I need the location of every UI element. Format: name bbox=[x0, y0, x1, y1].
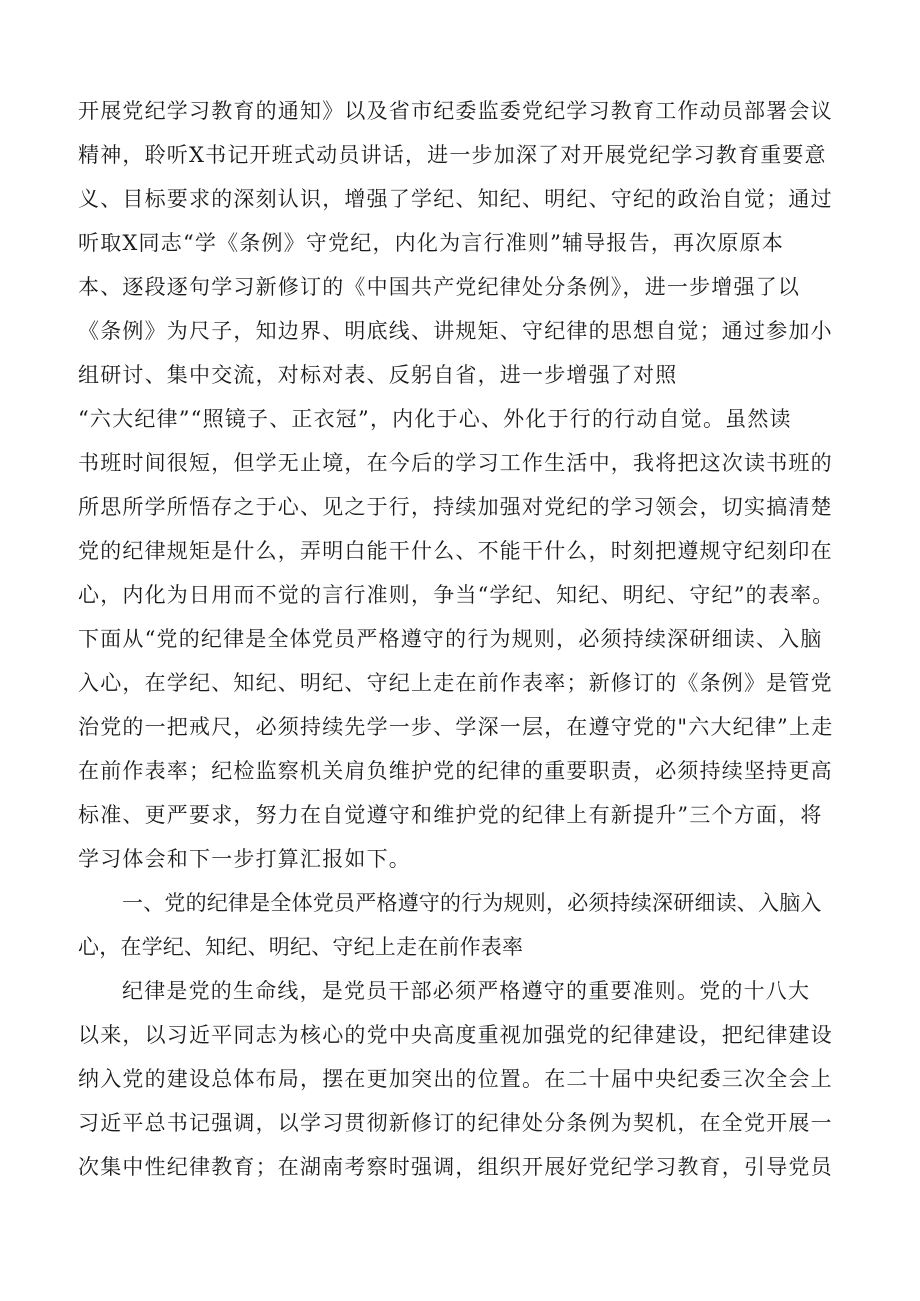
body-text-line: 习近平总书记强调，以学习贯彻新修订的纪律处分条例为契机，在全党开展一 bbox=[78, 1111, 833, 1135]
body-text-line: 义、目标要求的深刻认识，增强了学纪、知纪、明纪、守纪的政治自觉；通过 bbox=[78, 187, 833, 211]
body-text-line: 开展党纪学习教育的通知》以及省市纪委监委党纪学习教育工作动员部署会议 bbox=[78, 99, 833, 123]
body-text-line: 本、逐段逐句学习新修订的《中国共产党纪律处分条例》，进一步增强了以 bbox=[78, 275, 801, 299]
body-text-line: 党的纪律规矩是什么，弄明白能干什么、不能干什么，时刻把遵规守纪刻印在 bbox=[78, 539, 833, 563]
body-text-line: “六大纪律”“照镜子、正衣冠”，内化于心、外化于行的行动自觉。虽然读 bbox=[78, 407, 792, 431]
paragraph-first-line: 纪律是党的生命线，是党员干部必须严格遵守的重要准则。党的十八大 bbox=[122, 979, 811, 1003]
body-text-line: 在前作表率；纪检监察机关肩负维护党的纪律的重要职责，必须持续坚持更高 bbox=[78, 759, 833, 783]
body-text-line: 治党的一把戒尺，必须持续先学一步、学深一层，在遵守党的"六大纪律”上走 bbox=[78, 715, 834, 739]
body-text-line: 以来，以习近平同志为核心的党中央高度重视加强党的纪律建设，把纪律建设 bbox=[78, 1023, 833, 1047]
body-text-line: 下面从“党的纪律是全体党员严格遵守的行为规则，必须持续深研细读、入脑 bbox=[78, 627, 823, 651]
body-text-line: 入心，在学纪、知纪、明纪、守纪上走在前作表率；新修订的《条例》是管党 bbox=[78, 671, 833, 695]
body-text-line: 纳入党的建设总体布局，摆在更加突出的位置。在二十届中央纪委三次全会上 bbox=[78, 1067, 833, 1091]
section-heading-cont: 心，在学纪、知纪、明纪、守纪上走在前作表率 bbox=[78, 935, 524, 959]
body-text-line: 《条例》为尺子，知边界、明底线、讲规矩、守纪律的思想自觉；通过参加小 bbox=[78, 319, 833, 343]
body-text-line: 所思所学所悟存之于心、见之于行，持续加强对党纪的学习领会，切实搞清楚 bbox=[78, 495, 833, 519]
body-text-line: 标准、更严要求，努力在自觉遵守和维护党的纪律上有新提升”三个方面，将 bbox=[78, 803, 823, 827]
body-text-line: 书班时间很短，但学无止境，在今后的学习工作生活中，我将把这次读书班的 bbox=[78, 451, 833, 475]
body-text-line: 学习体会和下一步打算汇报如下。 bbox=[78, 847, 411, 871]
body-text-line: 心，内化为日用而不觉的言行准则，争当“学纪、知纪、明纪、守纪”的表率。 bbox=[78, 583, 835, 607]
body-text-line: 精神，聆听X书记开班式动员讲话，进一步加深了对开展党纪学习教育重要意 bbox=[78, 143, 827, 167]
body-text-line: 组研讨、集中交流，对标对表、反躬自省，进一步增强了对照 bbox=[78, 363, 678, 387]
body-text-line: 听取X同志“学《条例》守党纪，内化为言行准则”辅导报告，再次原原本 bbox=[78, 231, 785, 255]
body-text-line: 次集中性纪律教育；在湖南考察时强调，组织开展好党纪学习教育，引导党员 bbox=[78, 1155, 833, 1179]
section-heading: 一、党的纪律是全体党员严格遵守的行为规则，必须持续深研细读、入脑入 bbox=[122, 891, 822, 915]
